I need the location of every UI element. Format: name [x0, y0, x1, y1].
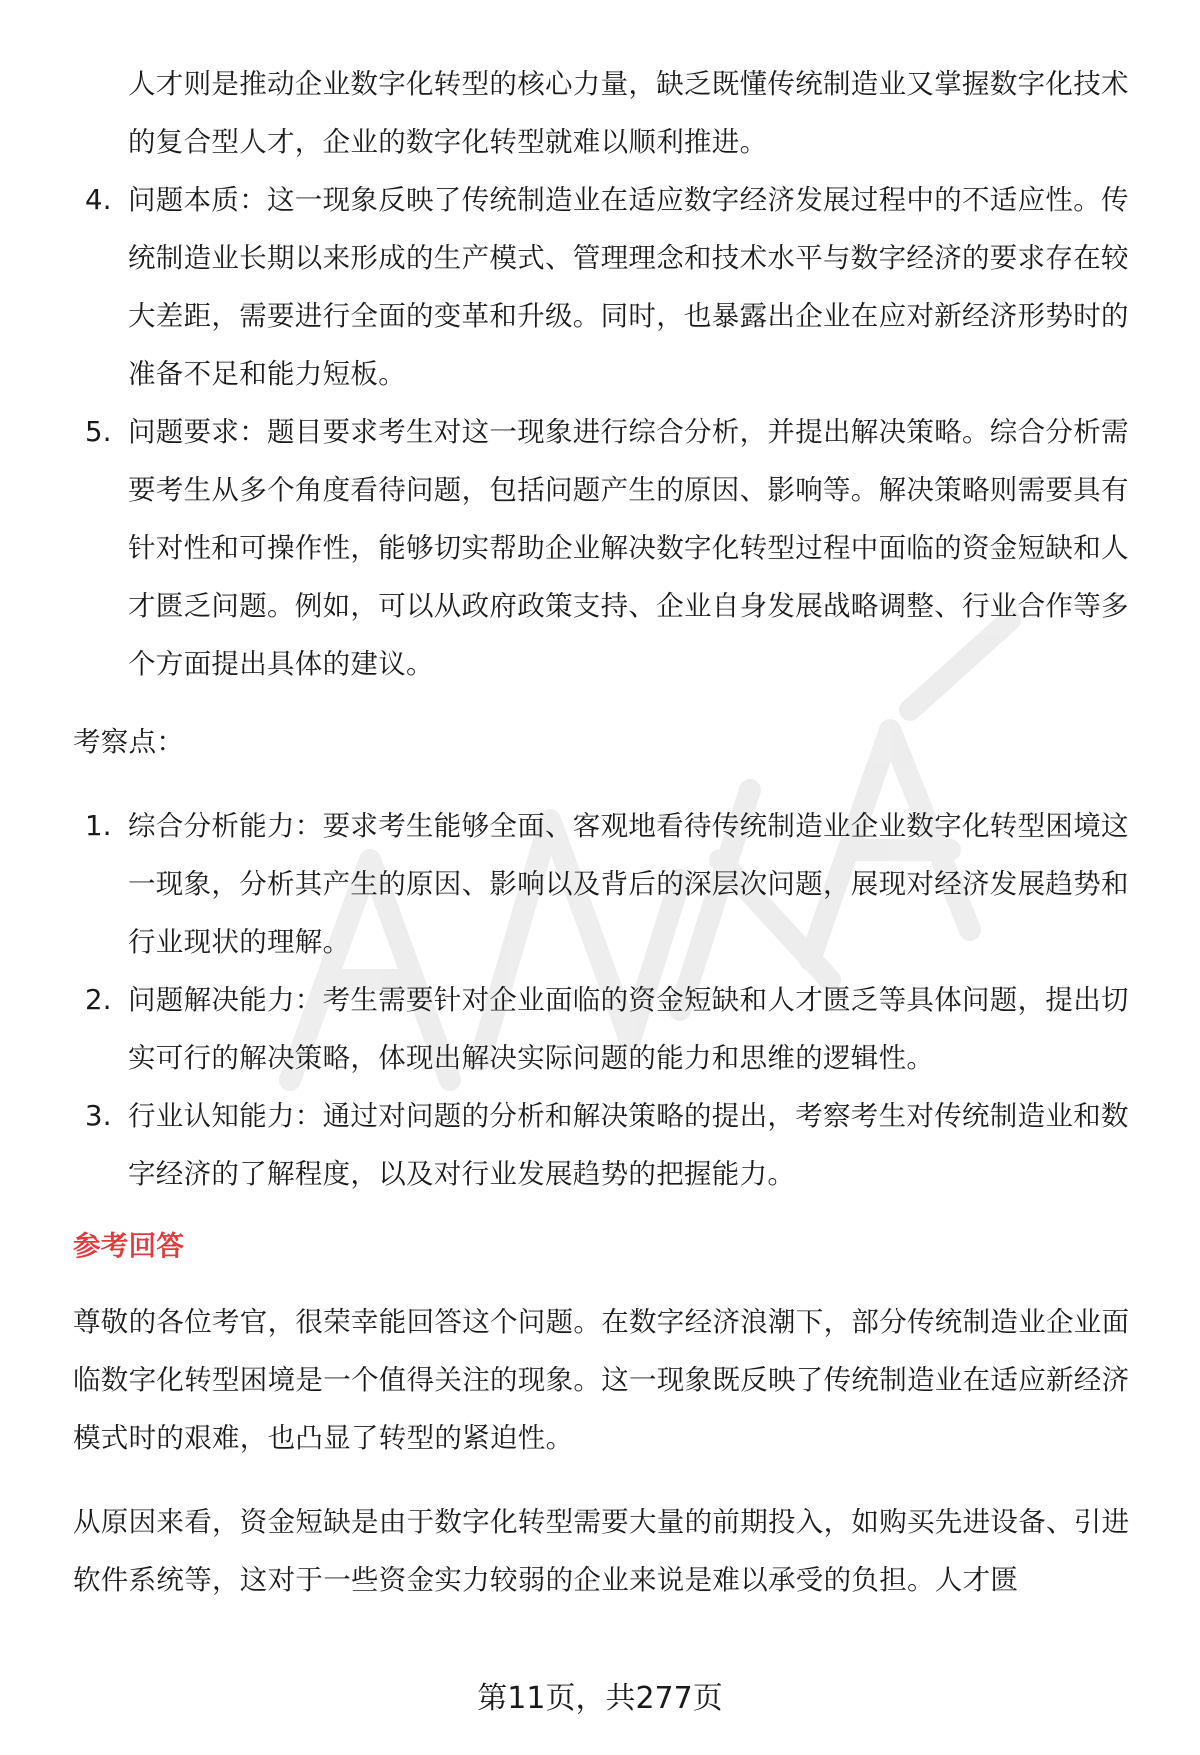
analysis-list	[73, 171, 1153, 693]
answer-paragraph: 从原因来看，资金短缺是由于数字化转型需要大量的前期投入，如购买先进设备、引进软件系统等，这对于一些资金实力较弱的企业来说是难以承受的负担。人才匮	[73, 1506, 1130, 1596]
list-number: 2.	[85, 984, 112, 1016]
answer-heading: 参考回答	[73, 1230, 185, 1262]
list-item-text: 问题本质：这一现象反映了传统制造业在适应数字经济发展过程中的不适应性。传统制造业长期以来形成的生产模式、管理理念和技术水平与数字经济的要求存在较大差距，需要进行全面的变革和升级。同时，也暴露出企业在应对新经济形势时的准备不足和能力短板。	[128, 184, 1129, 390]
page-footer: 第11页，共277页	[477, 1681, 723, 1716]
kaochadian-item-1	[73, 797, 1153, 971]
analysis-item-4	[73, 171, 1153, 403]
document-body	[73, 55, 1153, 1635]
kaochadian-list	[73, 797, 1153, 1203]
list-item-text: 综合分析能力：要求考生能够全面、客观地看待传统制造业企业数字化转型困境这一现象，分析其产生的原因、影响以及背后的深层次问题，展现对经济发展趋势和行业现状的理解。	[128, 810, 1129, 958]
continuation-paragraph: 人才则是推动企业数字化转型的核心力量，缺乏既懂传统制造业又掌握数字化技术的复合型人才，企业的数字化转型就难以顺利推进。	[128, 68, 1129, 158]
list-item-text: 问题解决能力：考生需要针对企业面临的资金短缺和人才匮乏等具体问题，提出切实可行的解决策略，体现出解决实际问题的能力和思维的逻辑性。	[128, 984, 1129, 1074]
list-number: 5.	[85, 416, 112, 448]
analysis-item-5	[73, 403, 1153, 693]
kaochadian-item-3	[73, 1087, 1153, 1203]
list-number: 1.	[85, 810, 112, 842]
list-number: 4.	[85, 184, 112, 216]
list-item-text: 行业认知能力：通过对问题的分析和解决策略的提出，考察考生对传统制造业和数字经济的了解程度，以及对行业发展趋势的把握能力。	[128, 1100, 1129, 1190]
list-item-text: 问题要求：题目要求考生对这一现象进行综合分析，并提出解决策略。综合分析需要考生从多个角度看待问题，包括问题产生的原因、影响等。解决策略则需要具有针对性和可操作性，能够切实帮助企业解决数字化转型过程中面临的资金短缺和人才匮乏问题。例如，可以从政府政策支持、企业自身发展战略调整、行业合作等多个方面提出具体的建议。	[128, 416, 1129, 680]
list-number: 3.	[85, 1100, 112, 1132]
answer-paragraph: 尊敬的各位考官，很荣幸能回答这个问题。在数字经济浪潮下，部分传统制造业企业面临数字化转型困境是一个值得关注的现象。这一现象既反映了传统制造业在适应新经济模式时的艰难，也凸显了转型的紧迫性。	[73, 1306, 1130, 1454]
kaochadian-label: 考察点：	[73, 726, 185, 758]
kaochadian-item-2	[73, 971, 1153, 1087]
